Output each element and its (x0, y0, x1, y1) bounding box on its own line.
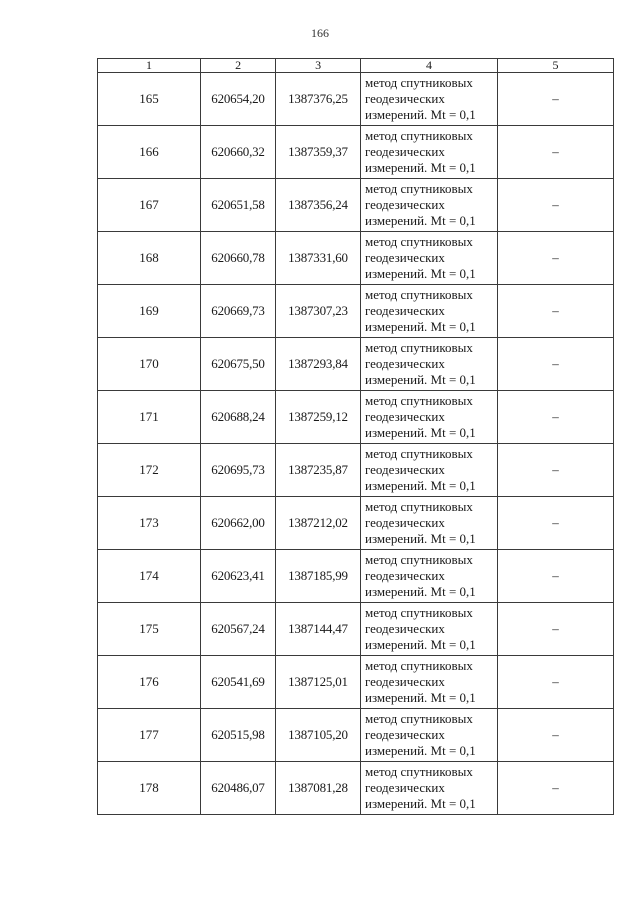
method-line: измерений. Mt = 0,1 (365, 160, 476, 175)
method-cell (361, 179, 498, 232)
method-cell (361, 232, 498, 285)
method-line: геодезических (365, 250, 445, 265)
method-cell (361, 656, 498, 709)
note-cell: – (498, 285, 614, 338)
method-line: геодезических (365, 674, 445, 689)
method-line: измерений. Mt = 0,1 (365, 478, 476, 493)
x-coordinate-cell: 620695,73 (201, 444, 276, 497)
note-cell: – (498, 444, 614, 497)
method-line: геодезических (365, 727, 445, 742)
y-coordinate-cell: 1387125,01 (276, 656, 361, 709)
header-cell: 2 (201, 59, 276, 73)
method-line: геодезических (365, 568, 445, 583)
method-line: метод спутниковых (365, 287, 473, 302)
note-cell: – (498, 232, 614, 285)
point-number-cell: 168 (98, 232, 201, 285)
y-coordinate-cell: 1387081,28 (276, 762, 361, 815)
x-coordinate-cell: 620660,32 (201, 126, 276, 179)
method-line: геодезических (365, 621, 445, 636)
method-line: геодезических (365, 197, 445, 212)
method-line: метод спутниковых (365, 711, 473, 726)
point-number-cell: 177 (98, 709, 201, 762)
header-cell: 1 (98, 59, 201, 73)
note-cell: – (498, 550, 614, 603)
method-line: измерений. Mt = 0,1 (365, 319, 476, 334)
table-row (98, 762, 614, 815)
table-row (98, 550, 614, 603)
table-row (98, 285, 614, 338)
table-row (98, 73, 614, 126)
table-row (98, 497, 614, 550)
method-line: геодезических (365, 780, 445, 795)
method-cell (361, 550, 498, 603)
table-row (98, 338, 614, 391)
table-row (98, 444, 614, 497)
method-cell (361, 285, 498, 338)
point-number-cell: 172 (98, 444, 201, 497)
note-cell: – (498, 603, 614, 656)
method-line: метод спутниковых (365, 552, 473, 567)
method-line: метод спутниковых (365, 128, 473, 143)
header-cell: 5 (498, 59, 614, 73)
y-coordinate-cell: 1387356,24 (276, 179, 361, 232)
method-line: геодезических (365, 91, 445, 106)
x-coordinate-cell: 620515,98 (201, 709, 276, 762)
method-line: метод спутниковых (365, 499, 473, 514)
point-number-cell: 174 (98, 550, 201, 603)
note-cell: – (498, 391, 614, 444)
method-cell (361, 126, 498, 179)
point-number-cell: 178 (98, 762, 201, 815)
table-row (98, 126, 614, 179)
method-line: метод спутниковых (365, 446, 473, 461)
method-line: измерений. Mt = 0,1 (365, 372, 476, 387)
x-coordinate-cell: 620669,73 (201, 285, 276, 338)
method-line: геодезических (365, 303, 445, 318)
method-line: метод спутниковых (365, 181, 473, 196)
method-line: измерений. Mt = 0,1 (365, 584, 476, 599)
method-line: метод спутниковых (365, 658, 473, 673)
note-cell: – (498, 73, 614, 126)
x-coordinate-cell: 620654,20 (201, 73, 276, 126)
point-number-cell: 176 (98, 656, 201, 709)
y-coordinate-cell: 1387359,37 (276, 126, 361, 179)
method-line: измерений. Mt = 0,1 (365, 690, 476, 705)
method-line: измерений. Mt = 0,1 (365, 107, 476, 122)
table-row (98, 603, 614, 656)
method-cell (361, 603, 498, 656)
method-line: геодезических (365, 356, 445, 371)
table-row (98, 179, 614, 232)
point-number-cell: 170 (98, 338, 201, 391)
point-number-cell: 166 (98, 126, 201, 179)
y-coordinate-cell: 1387307,23 (276, 285, 361, 338)
note-cell: – (498, 126, 614, 179)
point-number-cell: 173 (98, 497, 201, 550)
table-row (98, 709, 614, 762)
y-coordinate-cell: 1387105,20 (276, 709, 361, 762)
y-coordinate-cell: 1387259,12 (276, 391, 361, 444)
x-coordinate-cell: 620541,69 (201, 656, 276, 709)
point-number-cell: 169 (98, 285, 201, 338)
y-coordinate-cell: 1387235,87 (276, 444, 361, 497)
method-line: метод спутниковых (365, 764, 473, 779)
y-coordinate-cell: 1387293,84 (276, 338, 361, 391)
method-line: измерений. Mt = 0,1 (365, 743, 476, 758)
method-cell (361, 762, 498, 815)
note-cell: – (498, 656, 614, 709)
x-coordinate-cell: 620675,50 (201, 338, 276, 391)
y-coordinate-cell: 1387331,60 (276, 232, 361, 285)
method-line: геодезических (365, 462, 445, 477)
method-cell (361, 497, 498, 550)
header-cell: 3 (276, 59, 361, 73)
point-number-cell: 165 (98, 73, 201, 126)
note-cell: – (498, 762, 614, 815)
table-row (98, 656, 614, 709)
x-coordinate-cell: 620660,78 (201, 232, 276, 285)
y-coordinate-cell: 1387144,47 (276, 603, 361, 656)
x-coordinate-cell: 620486,07 (201, 762, 276, 815)
method-cell (361, 391, 498, 444)
method-line: метод спутниковых (365, 234, 473, 249)
point-number-cell: 171 (98, 391, 201, 444)
x-coordinate-cell: 620567,24 (201, 603, 276, 656)
method-line: измерений. Mt = 0,1 (365, 796, 476, 811)
method-cell (361, 338, 498, 391)
header-cell: 4 (361, 59, 498, 73)
method-line: измерений. Mt = 0,1 (365, 266, 476, 281)
table-header-row (98, 59, 614, 73)
method-line: метод спутниковых (365, 340, 473, 355)
method-line: метод спутниковых (365, 393, 473, 408)
coordinates-table (97, 58, 614, 815)
y-coordinate-cell: 1387376,25 (276, 73, 361, 126)
note-cell: – (498, 338, 614, 391)
note-cell: – (498, 497, 614, 550)
y-coordinate-cell: 1387185,99 (276, 550, 361, 603)
method-line: геодезических (365, 515, 445, 530)
y-coordinate-cell: 1387212,02 (276, 497, 361, 550)
note-cell: – (498, 709, 614, 762)
method-line: геодезических (365, 144, 445, 159)
page-number: 166 (311, 26, 329, 40)
x-coordinate-cell: 620688,24 (201, 391, 276, 444)
method-cell (361, 709, 498, 762)
table-row (98, 391, 614, 444)
note-cell: – (498, 179, 614, 232)
x-coordinate-cell: 620662,00 (201, 497, 276, 550)
method-cell (361, 444, 498, 497)
method-line: измерений. Mt = 0,1 (365, 213, 476, 228)
method-cell (361, 73, 498, 126)
method-line: геодезических (365, 409, 445, 424)
x-coordinate-cell: 620651,58 (201, 179, 276, 232)
x-coordinate-cell: 620623,41 (201, 550, 276, 603)
method-line: измерений. Mt = 0,1 (365, 425, 476, 440)
table-row (98, 232, 614, 285)
point-number-cell: 167 (98, 179, 201, 232)
point-number-cell: 175 (98, 603, 201, 656)
method-line: метод спутниковых (365, 605, 473, 620)
method-line: измерений. Mt = 0,1 (365, 637, 476, 652)
method-line: метод спутниковых (365, 75, 473, 90)
method-line: измерений. Mt = 0,1 (365, 531, 476, 546)
